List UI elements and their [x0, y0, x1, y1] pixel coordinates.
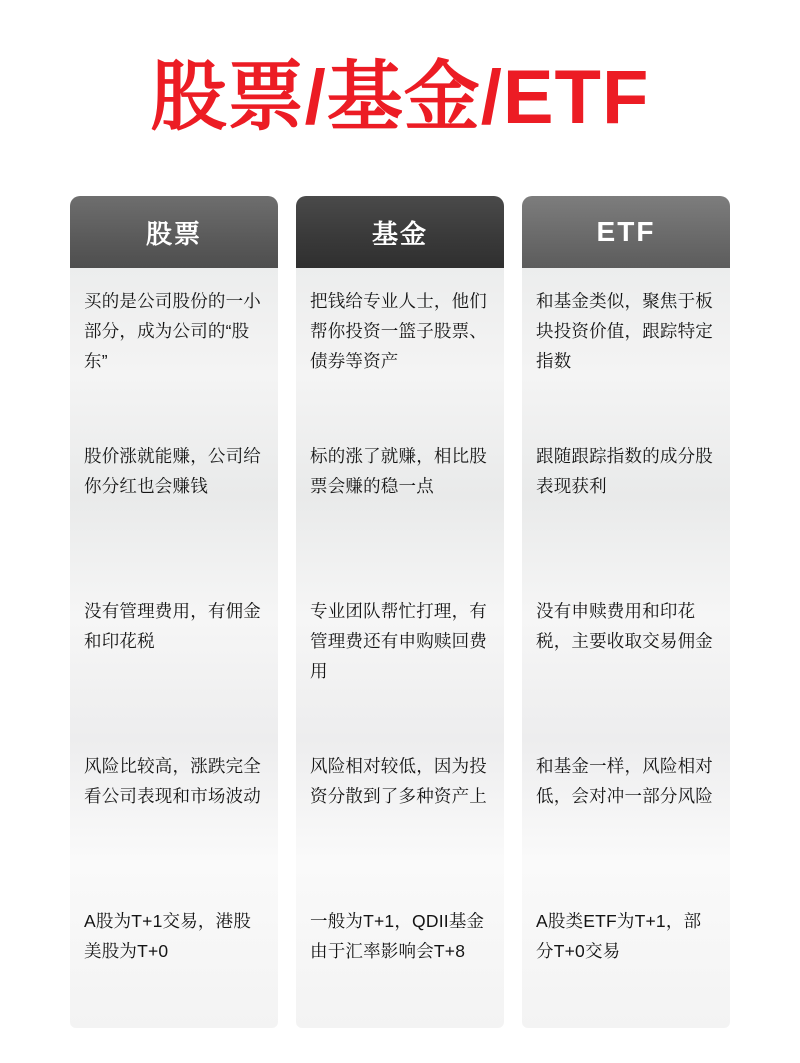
column-fund — [296, 196, 504, 1028]
cell-fund-risk: 风险相对较低，因为投资分散到了多种资产上 — [310, 756, 487, 806]
cell-fund-definition: 把钱给专业人士，他们帮你投资一篮子股票、债券等资产 — [310, 291, 487, 371]
column-body-etf — [522, 268, 730, 1028]
column-header-fund: 基金 — [296, 196, 504, 268]
column-body-fund — [296, 268, 504, 1028]
cell-etf-settlement: A股类ETF为T+1，部分T+0交易 — [536, 911, 702, 961]
comparison-columns — [70, 196, 730, 1028]
cell-etf-risk: 和基金一样，风险相对低，会对冲一部分风险 — [536, 756, 713, 806]
column-etf — [522, 196, 730, 1028]
cell-etf-definition: 和基金类似，聚焦于板块投资价值，跟踪特定指数 — [536, 291, 713, 371]
cell-etf-profit: 跟随跟踪指数的成分股表现获利 — [536, 446, 713, 496]
column-stock — [70, 196, 278, 1028]
column-header-etf: ETF — [522, 196, 730, 268]
cell-fund-profit: 标的涨了就赚，相比股票会赚的稳一点 — [310, 446, 487, 496]
cell-stock-risk: 风险比较高，涨跌完全看公司表现和市场波动 — [84, 756, 261, 806]
cell-stock-settlement: A股为T+1交易，港股美股为T+0 — [84, 911, 252, 961]
cell-etf-fees: 没有申赎费用和印花税，主要收取交易佣金 — [536, 601, 713, 651]
cell-stock-definition: 买的是公司股份的一小部分，成为公司的“股东” — [84, 291, 261, 371]
column-body-stock — [70, 268, 278, 1028]
page-title: 股票/基金/ETF — [150, 55, 650, 140]
column-header-stock: 股票 — [70, 196, 278, 268]
cell-stock-fees: 没有管理费用，有佣金和印花税 — [84, 601, 261, 651]
cell-fund-fees: 专业团队帮忙打理，有管理费还有申购赎回费用 — [310, 601, 487, 681]
cell-stock-profit: 股价涨就能赚，公司给你分红也会赚钱 — [84, 446, 261, 496]
cell-fund-settlement: 一般为T+1，QDII基金由于汇率影响会T+8 — [310, 911, 485, 961]
